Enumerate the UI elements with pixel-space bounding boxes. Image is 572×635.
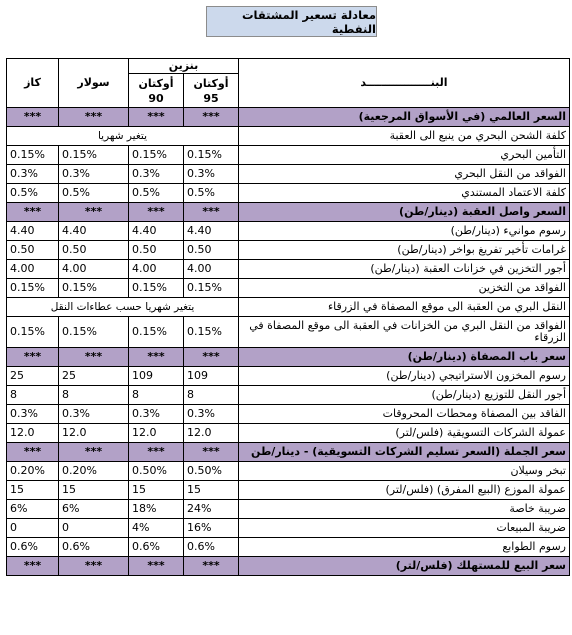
item-label: التأمين البحري	[239, 146, 570, 165]
value-cell: 0.3%	[129, 405, 184, 424]
table-row	[7, 222, 570, 241]
value-cell: 0.50	[129, 241, 184, 260]
value-cell: 4.40	[184, 222, 239, 241]
value-cell: 0.3%	[59, 405, 129, 424]
value-cell: ***	[129, 557, 184, 576]
item-label: أجور النقل للتوزيع (دينار/طن)	[239, 386, 570, 405]
table-row	[7, 127, 570, 146]
table-row	[7, 184, 570, 203]
header-item: البنـــــــــــــــــد	[239, 59, 570, 108]
value-cell: 8	[129, 386, 184, 405]
value-cell: 0.15%	[129, 317, 184, 348]
value-cell: ***	[129, 108, 184, 127]
item-label: غرامات تأخير تفريغ بواخر (دينار/طن)	[239, 241, 570, 260]
item-label: النقل البري من العقبة الى موقع المصفاة في الزرقاء	[239, 298, 570, 317]
header-row	[7, 59, 570, 74]
value-cell: 4%	[129, 519, 184, 538]
value-cell: 8	[184, 386, 239, 405]
table-row	[7, 317, 570, 348]
item-label: كلفة الاعتماد المستندي	[239, 184, 570, 203]
value-cell: 109	[129, 367, 184, 386]
table-row	[7, 279, 570, 298]
value-cell: 0.15%	[184, 317, 239, 348]
value-cell: ***	[184, 203, 239, 222]
header-octane-90: أوكتان 90	[129, 74, 184, 108]
value-cell: ***	[7, 203, 59, 222]
value-cell: 0.15%	[59, 317, 129, 348]
table-row	[7, 538, 570, 557]
section-row	[7, 348, 570, 367]
table-row	[7, 298, 570, 317]
value-cell: 0.3%	[184, 405, 239, 424]
value-cell: 0.50	[7, 241, 59, 260]
value-cell: ***	[59, 557, 129, 576]
value-cell: ***	[184, 108, 239, 127]
value-cell: ***	[129, 443, 184, 462]
value-cell: 6%	[7, 500, 59, 519]
item-label: تبخر وسيلان	[239, 462, 570, 481]
table-row	[7, 519, 570, 538]
value-cell: 0.15%	[59, 146, 129, 165]
value-cell: ***	[59, 203, 129, 222]
item-label: الفواقد من التخزين	[239, 279, 570, 298]
item-label: رسوم موانيء (دينار/طن)	[239, 222, 570, 241]
item-label: رسوم المخزون الاستراتيجي (دينار/طن)	[239, 367, 570, 386]
item-label: الفواقد من النقل البري من الخزانات في العقبة الى موقع المصفاة في الزرقاء	[239, 317, 570, 348]
item-label: عمولة الشركات التسويقية (فلس/لتر)	[239, 424, 570, 443]
item-label: ضريبة المبيعات	[239, 519, 570, 538]
value-cell: 8	[59, 386, 129, 405]
value-cell: ***	[7, 348, 59, 367]
item-label: رسوم الطوابع	[239, 538, 570, 557]
value-cell: 0.3%	[184, 165, 239, 184]
value-cell: 0.20%	[7, 462, 59, 481]
value-cell: 12.0	[7, 424, 59, 443]
value-cell: ***	[7, 108, 59, 127]
table-row	[7, 367, 570, 386]
value-cell: ***	[59, 348, 129, 367]
value-cell: 12.0	[184, 424, 239, 443]
value-cell: ***	[184, 443, 239, 462]
value-cell: 0.6%	[7, 538, 59, 557]
value-cell: ***	[129, 348, 184, 367]
value-cell: 0.50%	[129, 462, 184, 481]
value-cell: 4.40	[59, 222, 129, 241]
pricing-table	[6, 58, 570, 576]
value-cell: 0.5%	[184, 184, 239, 203]
value-cell: 4.40	[7, 222, 59, 241]
value-cell: 0	[7, 519, 59, 538]
value-cell: 0.15%	[184, 146, 239, 165]
row-note: يتغير شهريا	[7, 127, 239, 146]
table-row	[7, 241, 570, 260]
item-label: أجور التخزين في خزانات العقبة (دينار/طن)	[239, 260, 570, 279]
value-cell: 0.15%	[129, 146, 184, 165]
value-cell: 0.50	[184, 241, 239, 260]
value-cell: 15	[129, 481, 184, 500]
table-row	[7, 386, 570, 405]
value-cell: 0.50	[59, 241, 129, 260]
section-row	[7, 443, 570, 462]
value-cell: 0.3%	[59, 165, 129, 184]
item-label: الفاقد بين المصفاة ومحطات المحروقات	[239, 405, 570, 424]
value-cell: 15	[7, 481, 59, 500]
value-cell: 0.15%	[7, 317, 59, 348]
table-row	[7, 481, 570, 500]
value-cell: 0.15%	[7, 146, 59, 165]
row-note: يتغير شهريا حسب عطاءات النقل	[7, 298, 239, 317]
value-cell: 6%	[59, 500, 129, 519]
value-cell: ***	[184, 557, 239, 576]
value-cell: ***	[7, 557, 59, 576]
value-cell: 12.0	[129, 424, 184, 443]
value-cell: 0.20%	[59, 462, 129, 481]
value-cell: 16%	[184, 519, 239, 538]
value-cell: 0.15%	[184, 279, 239, 298]
value-cell: 0.6%	[59, 538, 129, 557]
value-cell: 0.50%	[184, 462, 239, 481]
value-cell: 12.0	[59, 424, 129, 443]
value-cell: 0.6%	[129, 538, 184, 557]
item-label: ضريبة خاصة	[239, 500, 570, 519]
value-cell: 25	[7, 367, 59, 386]
table-body	[7, 108, 570, 576]
value-cell: 24%	[184, 500, 239, 519]
value-cell: 4.00	[7, 260, 59, 279]
value-cell: 0.3%	[129, 165, 184, 184]
value-cell: 4.40	[129, 222, 184, 241]
item-label: سعر البيع للمستهلك (فلس/لتر)	[239, 557, 570, 576]
header-diesel: سولار	[59, 59, 129, 108]
item-label: السعر العالمي (في الأسواق المرجعية)	[239, 108, 570, 127]
section-row	[7, 203, 570, 222]
item-label: كلفة الشحن البحري من ينبع الى العقبة	[239, 127, 570, 146]
item-label: سعر باب المصفاة (دينار/طن)	[239, 348, 570, 367]
value-cell: 4.00	[129, 260, 184, 279]
value-cell: ***	[59, 443, 129, 462]
section-row	[7, 108, 570, 127]
item-label: الفواقد من النقل البحري	[239, 165, 570, 184]
item-label: عمولة الموزع (البيع المفرق) (فلس/لتر)	[239, 481, 570, 500]
value-cell: 0.15%	[129, 279, 184, 298]
value-cell: 25	[59, 367, 129, 386]
value-cell: 0.5%	[129, 184, 184, 203]
item-label: سعر الجملة (السعر تسليم الشركات التسويقية) - دينار/طن	[239, 443, 570, 462]
value-cell: ***	[129, 203, 184, 222]
page-title: معادلة تسعير المشتقات النفطية	[206, 6, 377, 37]
value-cell: 0.5%	[7, 184, 59, 203]
header-petrol: بنزين	[129, 59, 239, 74]
header-octane-95: أوكتان 95	[184, 74, 239, 108]
value-cell: 8	[7, 386, 59, 405]
value-cell: 0.15%	[59, 279, 129, 298]
table-row	[7, 146, 570, 165]
value-cell: 18%	[129, 500, 184, 519]
header-gas: كاز	[7, 59, 59, 108]
table-row	[7, 424, 570, 443]
value-cell: 0.15%	[7, 279, 59, 298]
value-cell: 15	[59, 481, 129, 500]
value-cell: 4.00	[184, 260, 239, 279]
value-cell: 0.5%	[59, 184, 129, 203]
value-cell: ***	[184, 348, 239, 367]
value-cell: 0.3%	[7, 405, 59, 424]
table-row	[7, 462, 570, 481]
table-row	[7, 405, 570, 424]
value-cell: 109	[184, 367, 239, 386]
item-label: السعر واصل العقبة (دينار/طن)	[239, 203, 570, 222]
table-row	[7, 165, 570, 184]
value-cell: 0.3%	[7, 165, 59, 184]
section-row	[7, 557, 570, 576]
value-cell: 0.6%	[184, 538, 239, 557]
value-cell: 15	[184, 481, 239, 500]
value-cell: 0	[59, 519, 129, 538]
value-cell: 4.00	[59, 260, 129, 279]
value-cell: ***	[59, 108, 129, 127]
table-row	[7, 500, 570, 519]
table-row	[7, 260, 570, 279]
value-cell: ***	[7, 443, 59, 462]
